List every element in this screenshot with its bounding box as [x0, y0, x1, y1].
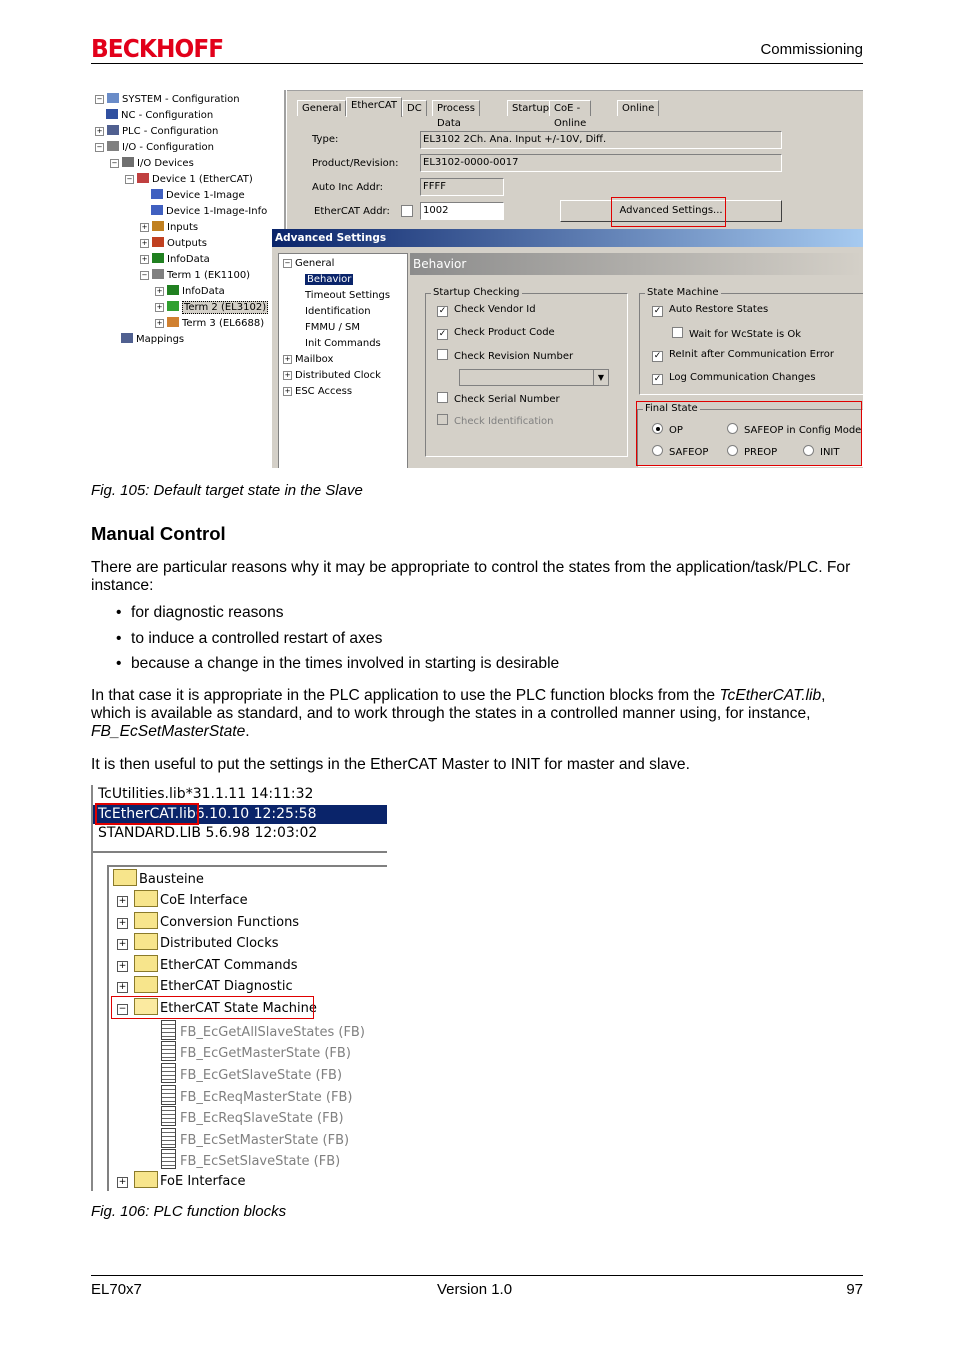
dlg-tree-identification[interactable]: Identification [305, 306, 371, 317]
library-manager-screenshot [91, 785, 387, 1191]
tree-item-device1[interactable]: − Device 1 (EtherCAT) [126, 174, 253, 185]
figure-105-caption: Fig. 105: Default target state in the Slave [91, 482, 363, 499]
tab-startup[interactable]: Startup [507, 100, 554, 116]
check-product-code[interactable]: ✓ Check Product Code [438, 327, 555, 339]
tree-item-plc[interactable]: + PLC - Configuration [96, 126, 219, 137]
header-rule [91, 63, 863, 64]
ethercat-addr-field[interactable]: 1002 [420, 202, 504, 220]
highlight-advanced-button [611, 197, 726, 227]
check-revision-number[interactable]: Check Revision Number [437, 349, 573, 362]
fb-reqmasterstate[interactable]: FB_EcReqMasterState (FB) [161, 1085, 352, 1106]
auto-restore-states[interactable]: ✓ Auto Restore States [653, 304, 769, 316]
folder-ethercat-commands[interactable]: + EtherCAT Commands [117, 955, 298, 976]
dlg-tree-fmmu[interactable]: FMMU / SM [305, 322, 361, 333]
dlg-tree-behavior[interactable]: Behavior [307, 274, 352, 285]
pou-tree [107, 865, 387, 1191]
plc-paragraph: In that case it is appropriate in the PLC application to use the PLC function blocks from the TcEtherCAT.lib, which is available as standard, and to work through the states in a controlled manner using, for instance, FB_EcSetMasterState. [91, 687, 826, 740]
autoinc-field: FFFF [420, 178, 504, 196]
final-state-title: Final State [645, 403, 698, 414]
tree-item-image-info[interactable]: Device 1-Image-Info [151, 204, 267, 219]
tree-item-io[interactable]: − I/O - Configuration [96, 142, 214, 153]
log-communication-changes[interactable]: ✓ Log Communication Changes [653, 372, 816, 384]
folder-distributed-clocks[interactable]: + Distributed Clocks [117, 933, 279, 954]
dialog-tree [278, 253, 408, 468]
brand-logo: BECKHOFF [91, 34, 224, 63]
reinit-after-error[interactable]: ✓ ReInit after Communication Error [653, 349, 835, 361]
fb-getallslavestates[interactable]: FB_EcGetAllSlaveStates (FB) [161, 1020, 365, 1041]
revision-compare-select[interactable]: ▼ [459, 369, 609, 386]
tree-item-term1-infodata[interactable]: + InfoData [156, 286, 225, 297]
tree-item-io-devices[interactable]: − I/O Devices [111, 158, 194, 169]
reasons-list [91, 604, 863, 681]
section-header: Commissioning [760, 41, 863, 58]
type-field: EL3102 2Ch. Ana. Input +/-10V, Diff. [420, 131, 782, 149]
library-list [93, 785, 387, 853]
folder-ethercat-state-machine[interactable]: − EtherCAT State Machine [117, 998, 317, 1019]
init-paragraph: It is then useful to put the settings in the EtherCAT Master to INIT for master and slave. [91, 756, 690, 773]
footer-product: EL70x7 [91, 1281, 142, 1298]
final-state-op[interactable]: OP [652, 423, 683, 436]
dlg-tree-general[interactable]: − General [284, 258, 335, 269]
advanced-settings-button[interactable]: Advanced Settings... [560, 200, 782, 222]
tab-ethercat[interactable]: EtherCAT [346, 97, 402, 117]
check-identification: Check Identification [437, 414, 554, 427]
system-tree [91, 90, 284, 350]
fb-reqslavestate[interactable]: FB_EcReqSlaveState (FB) [161, 1106, 344, 1127]
list-item: • for diagnostic reasons [91, 604, 863, 630]
tree-item-outputs[interactable]: + Outputs [141, 238, 207, 249]
dlg-tree-esc[interactable]: + ESC Access [284, 386, 353, 397]
folder-foe-interface[interactable]: + FoE Interface [117, 1171, 246, 1191]
folder-ethercat-diagnostic[interactable]: + EtherCAT Diagnostic [117, 976, 293, 997]
product-field: EL3102-0000-0017 [420, 154, 782, 172]
tree-item-nc[interactable]: NC - Configuration [106, 108, 213, 123]
final-state-init[interactable]: INIT [803, 445, 840, 458]
tree-item-term3[interactable]: + Term 3 (EL6688) [156, 318, 265, 329]
folder-coe-interface[interactable]: + CoE Interface [117, 890, 248, 911]
tree-item-term2[interactable]: + Term 2 (EL3102) [156, 302, 267, 313]
tab-dc[interactable]: DC [402, 100, 427, 116]
type-label: Type: [312, 134, 339, 145]
list-item: • because a change in the times involved in starting is desirable [91, 655, 863, 681]
terminal-property-panel [287, 90, 863, 238]
dialog-title: Advanced Settings [272, 229, 863, 247]
dlg-tree-dc[interactable]: + Distributed Clock [284, 370, 381, 381]
final-state-safeop[interactable]: SAFEOP [652, 445, 708, 458]
tree-item-mappings[interactable]: Mappings [121, 332, 184, 347]
dlg-tree-init[interactable]: Init Commands [305, 338, 381, 349]
twincat-screenshot [91, 90, 863, 468]
tree-root-bausteine[interactable]: Bausteine [113, 869, 204, 890]
ethercat-addr-label: EtherCAT Addr: [314, 206, 390, 217]
dlg-tree-timeout[interactable]: Timeout Settings [305, 290, 391, 301]
tree-item-image[interactable]: Device 1-Image [151, 188, 245, 203]
ethercat-addr-checkbox[interactable] [401, 205, 413, 217]
library-standard[interactable]: STANDARD.LIB 5.6.98 12:03:02 [98, 825, 318, 841]
advanced-settings-dialog [272, 229, 863, 468]
tab-general[interactable]: General [297, 100, 346, 116]
startup-checking-group [425, 287, 628, 457]
behavior-header: Behavior [410, 253, 863, 275]
footer-page-number: 97 [846, 1281, 863, 1298]
list-item: • to induce a controlled restart of axes [91, 630, 863, 656]
final-state-safeop-config[interactable]: SAFEOP in Config Mode [727, 423, 861, 436]
tree-item-term1[interactable]: − Term 1 (EK1100) [141, 270, 251, 281]
fb-getmasterstate[interactable]: FB_EcGetMasterState (FB) [161, 1041, 351, 1062]
autoinc-label: Auto Inc Addr: [312, 182, 384, 193]
wait-for-wcstate[interactable]: Wait for WcState is Ok [672, 327, 801, 340]
tree-item-inputs[interactable]: + Inputs [141, 222, 199, 233]
tab-coe-online[interactable]: CoE - Online [549, 100, 591, 116]
final-state-preop[interactable]: PREOP [727, 445, 777, 458]
tab-online[interactable]: Online [617, 100, 659, 116]
highlight-state-machine-folder [111, 996, 314, 1019]
product-label: Product/Revision: [312, 158, 399, 169]
check-vendor-id[interactable]: ✓ Check Vendor Id [438, 304, 536, 316]
tree-item-infodata[interactable]: + InfoData [141, 254, 210, 265]
tree-item-system[interactable]: − SYSTEM - Configuration [96, 94, 240, 105]
fb-setmasterstate[interactable]: FB_EcSetMasterState (FB) [161, 1128, 349, 1149]
footer-version: Version 1.0 [437, 1281, 513, 1298]
footer-rule [91, 1275, 863, 1276]
library-tcutilities[interactable]: TcUtilities.lib*31.1.11 14:11:32 [98, 786, 314, 802]
folder-conversion-functions[interactable]: + Conversion Functions [117, 912, 299, 933]
fb-getslavestate[interactable]: FB_EcGetSlaveState (FB) [161, 1063, 342, 1084]
tab-process-data[interactable]: Process Data [432, 100, 480, 116]
startup-checking-title: Startup Checking [433, 287, 520, 298]
dlg-tree-mailbox[interactable]: + Mailbox [284, 354, 334, 365]
fb-setslavestate[interactable]: FB_EcSetSlaveState (FB) [161, 1149, 340, 1170]
section-title: Manual Control [91, 523, 226, 544]
intro-paragraph: There are particular reasons why it may be appropriate to control the states from the application/task/PLC. For instance: [91, 559, 851, 594]
state-machine-group [639, 287, 863, 395]
highlight-final-state [636, 401, 862, 466]
library-tcethercat[interactable]: TcEtherCAT.lib6.10.10 12:25:58 [93, 805, 387, 824]
figure-106-caption: Fig. 106: PLC function blocks [91, 1203, 287, 1220]
check-serial-number[interactable]: Check Serial Number [437, 392, 560, 405]
state-machine-title: State Machine [647, 287, 719, 298]
